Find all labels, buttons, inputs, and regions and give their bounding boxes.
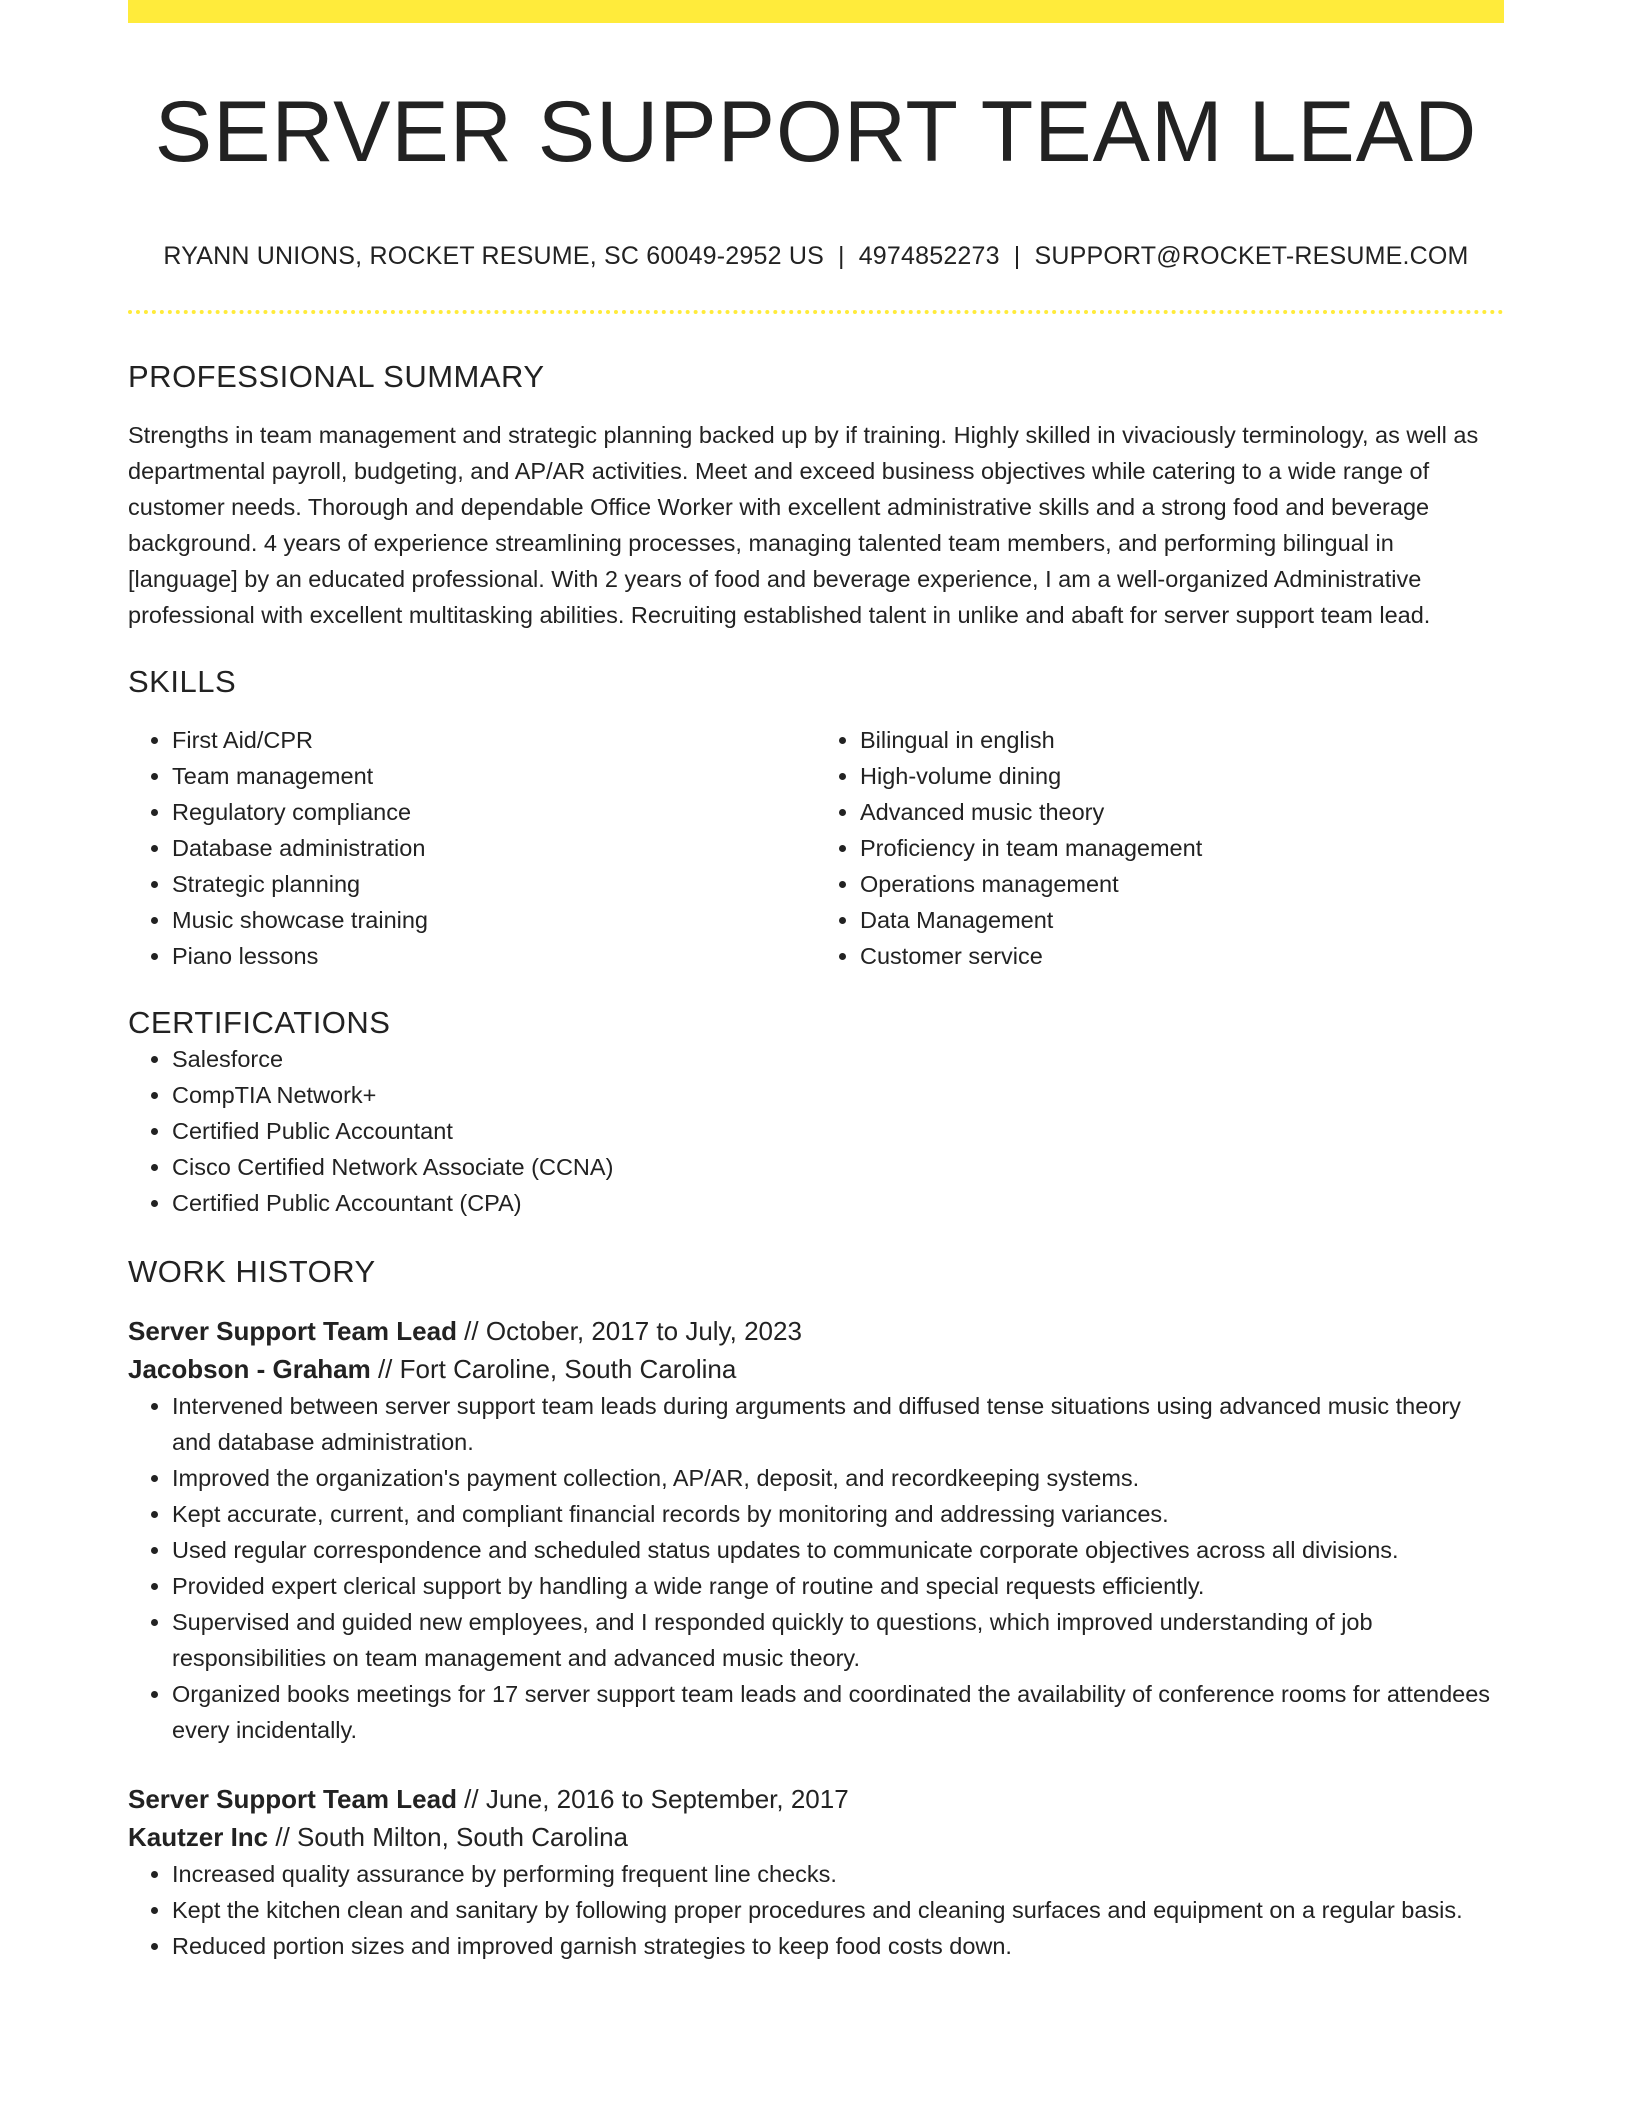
skill-item: • Regulatory compliance: [172, 794, 816, 830]
skill-item: • Advanced music theory: [860, 794, 1504, 830]
job-responsibilities: [128, 1388, 1504, 1748]
resume-page: [128, 0, 1504, 1964]
certification-item: • Cisco Certified Network Associate (CCNA): [172, 1149, 1504, 1185]
certification-item: • Salesforce: [172, 1041, 1504, 1077]
job-entry: [128, 1312, 1504, 1388]
certifications-list: [128, 1041, 1504, 1221]
skills-columns: [128, 722, 1504, 974]
job-company: Jacobson - Graham: [128, 1354, 371, 1385]
skill-item: • Piano lessons: [172, 938, 816, 974]
certifications-heading: CERTIFICATIONS: [128, 1004, 391, 1040]
skill-item: • Team management: [172, 758, 816, 794]
responsibility-item: • Supervised and guided new employees, and I responded quickly to questions, which improved understanding of job responsibilities on team management and advanced music theory.: [172, 1604, 1504, 1676]
resume-title: SERVER SUPPORT TEAM LEAD: [154, 84, 1478, 180]
job-location: // South Milton, South Carolina: [268, 1822, 629, 1853]
certification-item: • Certified Public Accountant (CPA): [172, 1185, 1504, 1221]
job-title: Server Support Team Lead: [128, 1784, 457, 1815]
responsibility-item: • Increased quality assurance by performing frequent line checks.: [172, 1856, 1504, 1892]
skills-list-left: [128, 722, 816, 974]
skill-item: • High-volume dining: [860, 758, 1504, 794]
skill-item: • Bilingual in english: [860, 722, 1504, 758]
certification-item: • Certified Public Accountant: [172, 1113, 1504, 1149]
work-history-heading: WORK HISTORY: [128, 1254, 376, 1290]
skill-item: • Database administration: [172, 830, 816, 866]
job-dates: // October, 2017 to July, 2023: [456, 1316, 802, 1347]
contact-line: [128, 242, 1504, 271]
skill-item: • Data Management: [860, 902, 1504, 938]
contact-separator: |: [1013, 241, 1021, 270]
job-company: Kautzer Inc: [128, 1822, 269, 1853]
job-company-line: [128, 1818, 1504, 1856]
responsibility-item: • Reduced portion sizes and improved garnish strategies to keep food costs down.: [172, 1928, 1504, 1964]
job-responsibilities: [128, 1856, 1504, 1964]
skill-item: • Operations management: [860, 866, 1504, 902]
job-title-line: [128, 1780, 1504, 1818]
job-title-line: [128, 1312, 1504, 1350]
summary-text: Strengths in team management and strategic planning backed up by if training. Highly skilled in vivaciously terminology, as well as departmental payroll, budgeting, and AP/AR activities. Meet and exceed business objectives while catering to a wide range of customer needs. Thorough and dependable Office Worker with excellent administrative skills and a strong food and beverage background. 4 years of experience streamlining processes, managing talented team members, and performing bilingual in [language] by an educated professional. With 2 years of food and beverage experience, I am a well-organized Administrative professional with excellent multitasking abilities. Recruiting established talent in unlike and abaft for server support team lead.: [128, 421, 1479, 628]
responsibility-item: • Provided expert clerical support by handling a wide range of routine and special requests efficiently.: [172, 1568, 1504, 1604]
skill-item: • Proficiency in team management: [860, 830, 1504, 866]
job-dates: // June, 2016 to September, 2017: [456, 1784, 849, 1815]
summary-heading: PROFESSIONAL SUMMARY: [128, 358, 545, 394]
job-company-line: [128, 1350, 1504, 1388]
responsibility-item: • Intervened between server support team leads during arguments and diffused tense situations using advanced music theory and database administration.: [172, 1388, 1504, 1460]
responsibility-item: • Organized books meetings for 17 server support team leads and coordinated the availability of conference rooms for attendees every incidentally.: [172, 1676, 1504, 1748]
job-title: Server Support Team Lead: [128, 1316, 457, 1347]
skills-heading: SKILLS: [128, 663, 237, 699]
dotted-divider: [128, 310, 1504, 314]
responsibility-item: • Kept the kitchen clean and sanitary by following proper procedures and cleaning surfaces and equipment on a regular basis.: [172, 1892, 1504, 1928]
accent-bar: [128, 0, 1504, 23]
contact-separator: |: [838, 241, 845, 270]
job-location: // Fort Caroline, South Carolina: [370, 1354, 737, 1385]
skill-item: • Music showcase training: [172, 902, 816, 938]
responsibility-item: • Kept accurate, current, and compliant financial records by monitoring and addressing variances.: [172, 1496, 1504, 1532]
skill-item: • Strategic planning: [172, 866, 816, 902]
contact-address: RYANN UNIONS, ROCKET RESUME, SC 60049-2952 US: [163, 241, 824, 270]
job-entry: [128, 1780, 1504, 1856]
contact-email: SUPPORT@ROCKET-RESUME.COM: [1034, 241, 1469, 270]
skills-list-right: [816, 722, 1504, 974]
responsibility-item: • Used regular correspondence and scheduled status updates to communicate corporate objectives across all divisions.: [172, 1532, 1504, 1568]
responsibility-item: • Improved the organization's payment collection, AP/AR, deposit, and recordkeeping systems.: [172, 1460, 1504, 1496]
skill-item: • Customer service: [860, 938, 1504, 974]
certification-item: • CompTIA Network+: [172, 1077, 1504, 1113]
contact-phone: 4974852273: [858, 241, 1000, 270]
skill-item: • First Aid/CPR: [172, 722, 816, 758]
